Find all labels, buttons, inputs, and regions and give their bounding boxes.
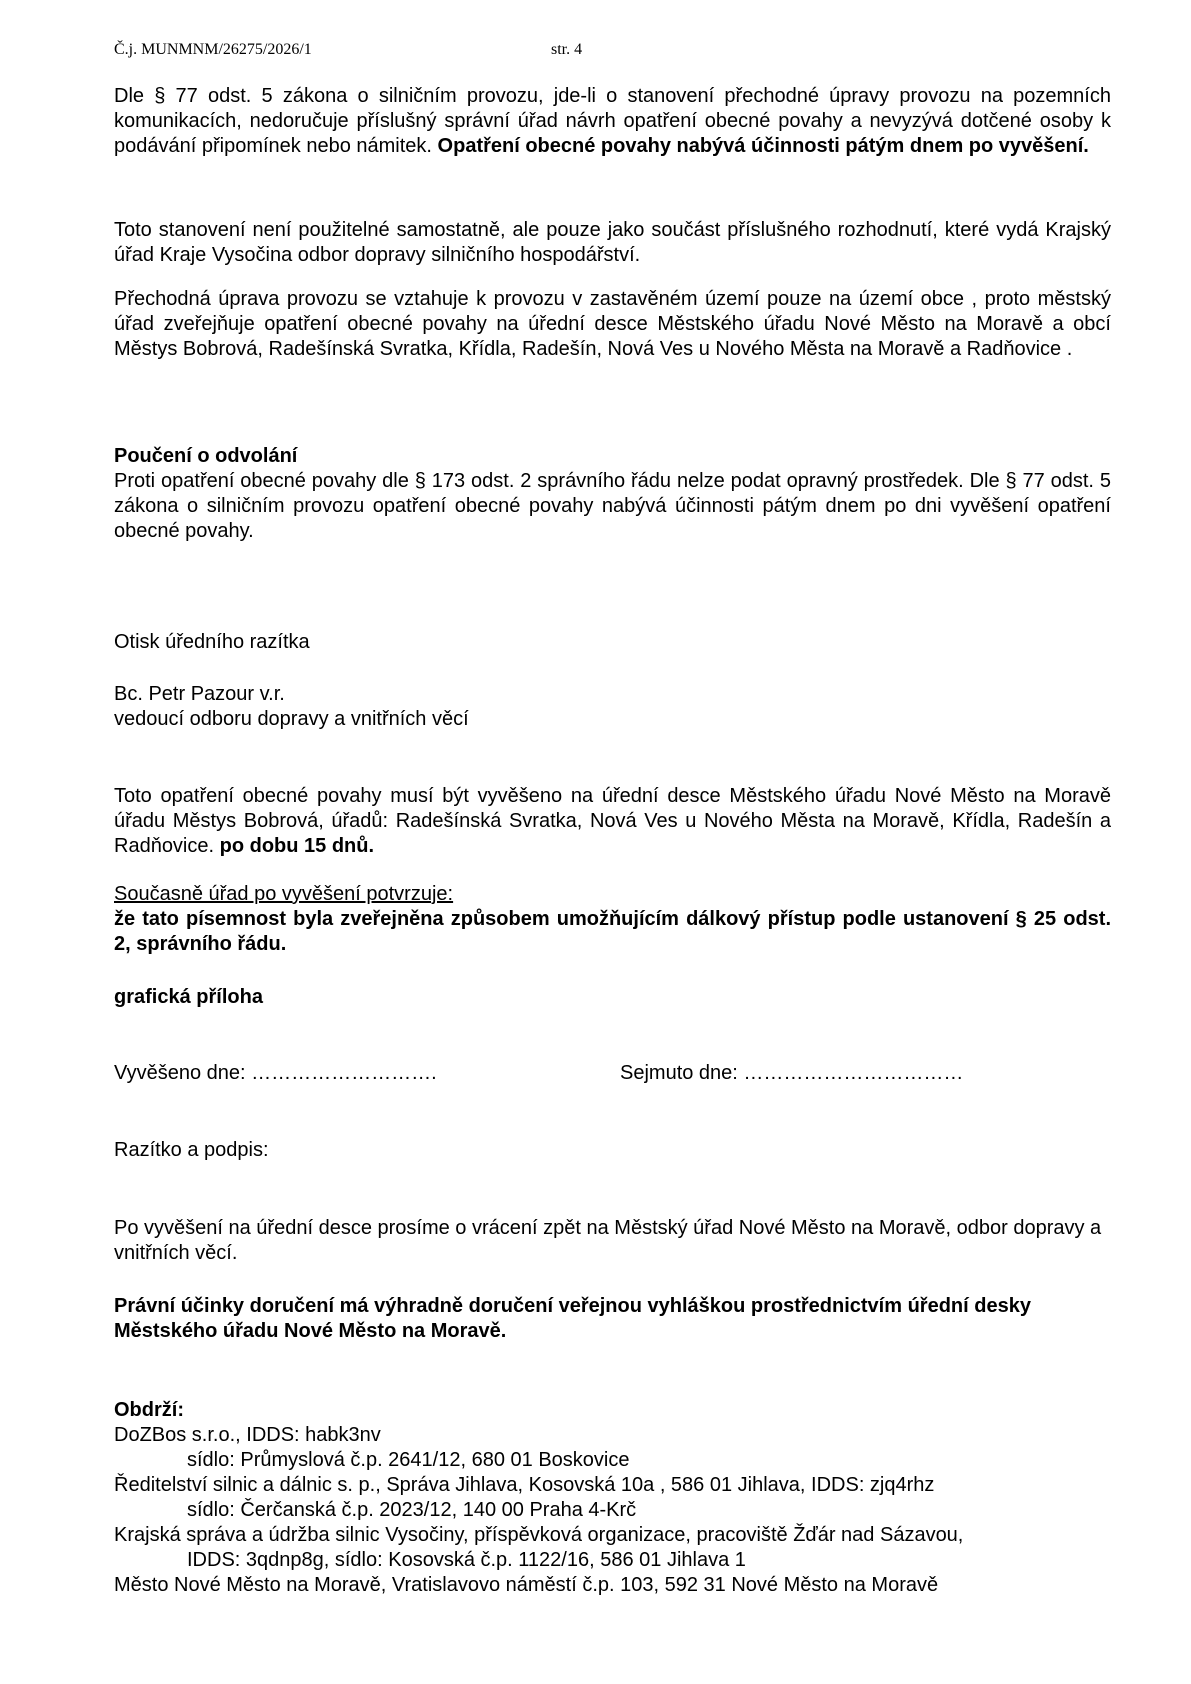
dates-row xyxy=(114,1061,1111,1086)
paragraph-scope: Přechodná úprava provozu se vztahuje k provozu v zastavěném území pouze na území obce , proto městský úřad zveřejňuje opatření obecné povahy na úřední desce Městského úřadu Nové Město na Moravě a obcí Městys Bobrová, Radešínská Svratka, Křídla, Radešín, Nová Ves u Nového Města na Moravě a Radňovice . xyxy=(114,288,1111,360)
legal-effect-note: Právní účinky doručení má výhradně doručení veřejnou vyhláškou prostřednictvím úřední desky Městského úřadu Nové Město na Moravě. xyxy=(114,1295,1031,1342)
stamp-signature-label: Razítko a podpis: xyxy=(114,1139,269,1161)
signatory-name: Bc. Petr Pazour v.r. xyxy=(114,683,285,705)
paragraph-posting xyxy=(114,784,1111,859)
posted-date: Vyvěšeno dne: ………………………. xyxy=(114,1062,437,1084)
signatory-role: vedoucí odboru dopravy a vnitřních věcí xyxy=(114,708,469,730)
paragraph-legal-basis xyxy=(114,84,1111,159)
confirm-heading: Současně úřad po vyvěšení potvrzuje: xyxy=(114,883,454,905)
recipients-list xyxy=(114,1423,1111,1598)
recipient-line: IDDS: 3qdnp8g, sídlo: Kosovská č.p. 1122/16, 586 01 Jihlava 1 xyxy=(187,1549,746,1571)
page-number: str. 4 xyxy=(551,41,583,58)
recipient-line: DoZBos s.r.o., IDDS: habk3nv xyxy=(114,1424,381,1446)
recipient-line: sídlo: Průmyslová č.p. 2641/12, 680 01 Boskovice xyxy=(187,1449,630,1471)
legal-basis-bold: Opatření obecné povahy nabývá účinnosti pátým dnem po vyvěšení. xyxy=(437,135,1089,157)
posting-text: Toto opatření obecné povahy musí být vyvěšeno na úřední desce Městského úřadu Nové Město na Moravě úřadu Městys Bobrová, úřadů: Radešínská Svratka, Nová Ves u Nového Města na Moravě, Křídla, Radešín a Radňovice. xyxy=(114,785,1111,857)
posting-duration: po dobu 15 dnů. xyxy=(219,835,375,857)
removed-date: Sejmuto dne: …………………………… xyxy=(620,1062,964,1084)
recipient-line: Město Nové Město na Moravě, Vratislavovo náměstí č.p. 103, 592 31 Nové Město na Moravě xyxy=(114,1574,939,1596)
legal-basis-text: Dle § 77 odst. 5 zákona o silničním provozu, jde-li o stanovení přechodné úpravy provozu na pozemních komunikacích, nedoručuje příslušný správní úřad návrh opatření obecné povahy a nevyzývá dotčené osoby k podávání připomínek nebo námitek. xyxy=(114,85,1111,157)
return-note: Po vyvěšení na úřední desce prosíme o vrácení zpět na Městský úřad Nové Město na Moravě, odbor dopravy a vnitřních věcí. xyxy=(114,1217,1102,1264)
recipient-line: Krajská správa a údržba silnic Vysočiny, příspěvková organizace, pracoviště Žďár nad Sázavou, xyxy=(114,1524,964,1546)
appeal-heading: Poučení o odvolání xyxy=(114,445,298,467)
confirm-text: že tato písemnost byla zveřejněna způsobem umožňujícím dálkový přístup podle ustanovení § 25 odst. 2, správního řádu. xyxy=(114,908,1111,955)
recipients-heading: Obdrží: xyxy=(114,1399,184,1421)
appeal-text: Proti opatření obecné povahy dle § 173 odst. 2 správního řádu nelze podat opravný prostředek. Dle § 77 odst. 5 zákona o silničním provozu opatření obecné povahy nabývá účinnosti pátým dnem po dni vyvěšení opatření obecné povahy. xyxy=(114,470,1111,542)
recipient-line: Ředitelství silnic a dálnic s. p., Správa Jihlava, Kosovská 10a , 586 01 Jihlava, IDDS: zjq4rhz xyxy=(114,1474,935,1496)
page-header xyxy=(114,41,583,59)
reference-number: Č.j. MUNMNM/26275/2026/1 xyxy=(114,41,312,58)
attachment-label: grafická příloha xyxy=(114,986,263,1008)
recipient-line: sídlo: Čerčanská č.p. 2023/12, 140 00 Praha 4-Krč xyxy=(187,1499,637,1521)
stamp-placeholder: Otisk úředního razítka xyxy=(114,631,310,653)
paragraph-applicability: Toto stanovení není použitelné samostatně, ale pouze jako součást příslušného rozhodnutí, které vydá Krajský úřad Kraje Vysočina odbor dopravy silničního hospodářství. xyxy=(114,219,1111,266)
